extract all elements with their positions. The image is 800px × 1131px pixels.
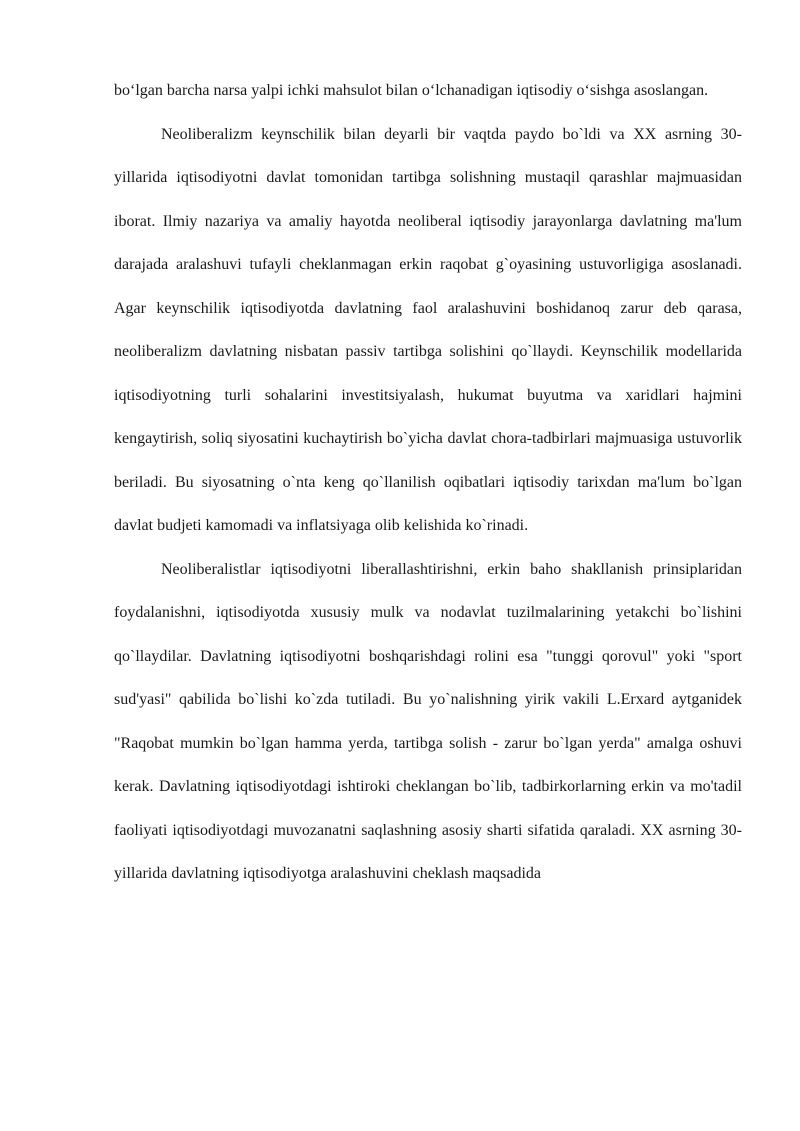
paragraph-1: boʻlgan barcha narsa yalpi ichki mahsulot bilan oʻlchanadigan iqtisodiy oʻsishga asoslangan. [114,82,709,99]
paragraph-3: Neoliberalistlar iqtisodiyotni liberallashtirishni, erkin baho shakllanish prinsiplaridan foydalanishni, iqtisodiyotda xususiy mulk va nodavlat tuzilmalarining yetakchi bo`lishini qo`llaydilar. Davlatning iqtisodiyotni boshqarishdagi rolini esa "tunggi qorovul" yoki "sport sud'yasi" qabilida bo`lishi ko`zda tutiladi. Bu yo`nalishning yirik vakili L.Erxard aytganidek "Raqobat mumkin bo`lgan hamma yerda, tartibga solish - zarur bo`lgan yerda" amalga oshuvi kerak. Davlatning iqtisodiyotdagi ishtiroki cheklangan bo`lib, tadbirkorlarning erkin va mo'tadil faoliyati iqtisodiyotdagi muvozanatni saqlashning asosiy sharti sifatida qaraladi. XX asrning 30-yillarida davlatning iqtisodiyotga aralashuvini cheklash maqsadida [114,560,742,882]
document-body [114,69,742,896]
paragraph-2: Neoliberalizm keynschilik bilan deyarli bir vaqtda paydo bo`ldi va XX asrning 30- yillarida iqtisodiyotni davlat tomonidan tartibga solishning mustaqil qarashlar majmuasidan iborat. Ilmiy nazariya va amaliy hayotda neoliberal iqtisodiy jarayonlarga davlatning ma'lum darajada aralashuvi tufayli cheklanmagan erkin raqobat g`oyasining ustuvorligiga asoslanadi. Agar keynschilik iqtisodiyotda davlatning faol aralashuvini boshidanoq zarur deb qarasa, neoliberalizm davlatning nisbatan passiv tartibga solishini qo`llaydi. Keynschilik modellarida iqtisodiyotning turli sohalarini investitsiyalash, hukumat buyutma va xaridlari hajmini kengaytirish, soliq siyosatini kuchaytirish bo`yicha davlat chora-tadbirlari majmuasiga ustuvorlik beriladi. Bu siyosatning o`nta keng qo`llanilish oqibatlari iqtisodiy tarixdan ma'lum bo`lgan davlat budjeti kamomadi va inflatsiyaga olib kelishida ko`rinadi. [114,125,742,534]
